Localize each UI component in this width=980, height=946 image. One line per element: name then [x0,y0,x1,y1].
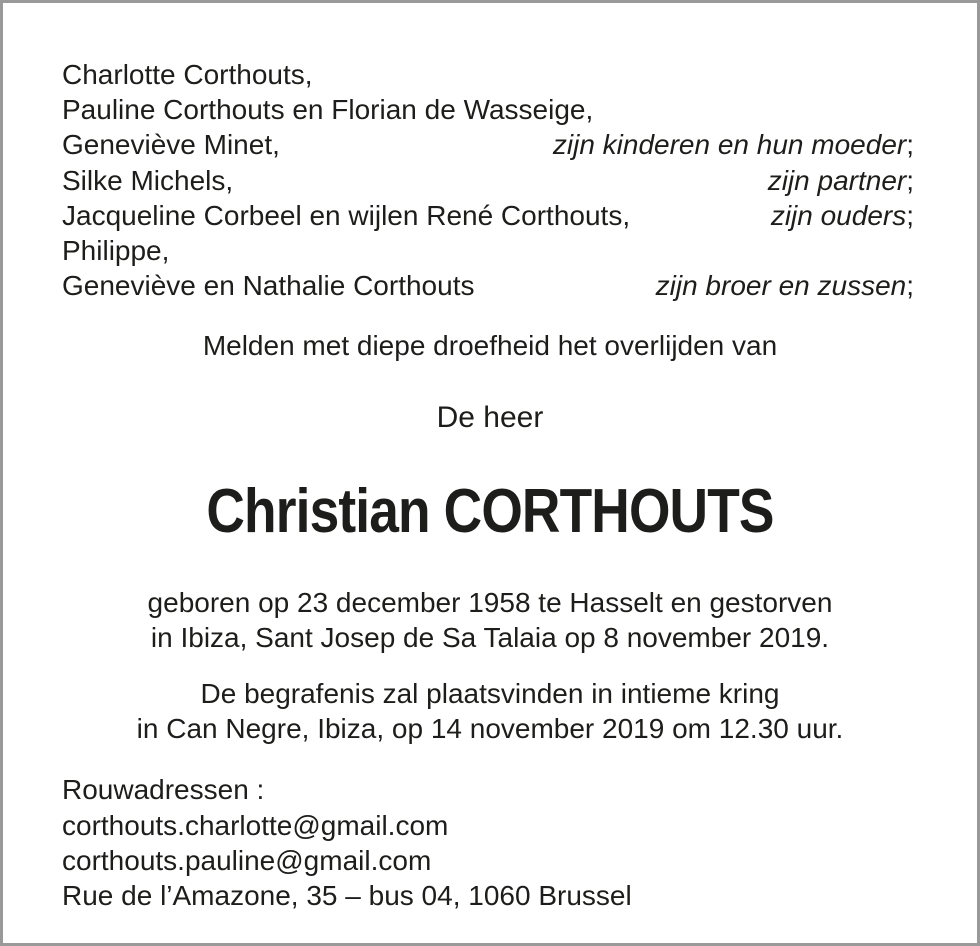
family-line-philippe: Philippe, [62,235,170,266]
family-line-sisters: Geneviève en Nathalie Corthouts [62,270,475,301]
honorific: De heer [436,401,544,434]
family-line-silke: Silke Michels, [62,165,234,196]
deceased-name: Christian CORTHOUTS [206,477,774,546]
family-line-charlotte: Charlotte Corthouts, [62,59,313,90]
family-role-parents [771,198,914,233]
birth-death-line-1: geboren op 23 december 1958 te Hasselt en gestorven [147,587,833,618]
role-text: zijn partner [767,165,907,196]
funeral-line-2: in Can Negre, Ibiza, op 14 november 2019 om 12.30 uur. [136,713,844,744]
family-line-pauline: Pauline Corthouts en Florian de Wasseige, [62,94,594,125]
condolences-heading: Rouwadressen : [62,774,265,805]
role-text: zijn ouders [770,200,907,231]
role-text: zijn kinderen en hun moeder [552,129,907,160]
role-separator: ; [906,129,914,160]
family-line-genevieve-minet: Geneviève Minet, [62,129,280,160]
condolences-email-pauline: corthouts.pauline@gmail.com [62,845,432,876]
birth-death-line-2: in Ibiza, Sant Josep de Sa Talaia op 8 november 2019. [150,622,830,653]
funeral-line-1: De begrafenis zal plaatsvinden in intieme kring [200,678,780,709]
condolences-address: Rue de l’Amazone, 35 – bus 04, 1060 Brussel [62,880,632,911]
role-text: zijn broer en zussen [655,270,907,301]
family-role-partner [768,163,914,198]
family-line-parents: Jacqueline Corbeel en wijlen René Corthouts, [62,200,631,231]
family-role-siblings [656,268,914,303]
condolences-email-charlotte: corthouts.charlotte@gmail.com [62,810,449,841]
role-separator: ; [906,165,914,196]
role-separator: ; [906,270,914,301]
role-separator: ; [906,200,914,231]
family-role-children [553,127,914,162]
announcement-text: Melden met diepe droefheid het overlijden van [202,330,778,361]
